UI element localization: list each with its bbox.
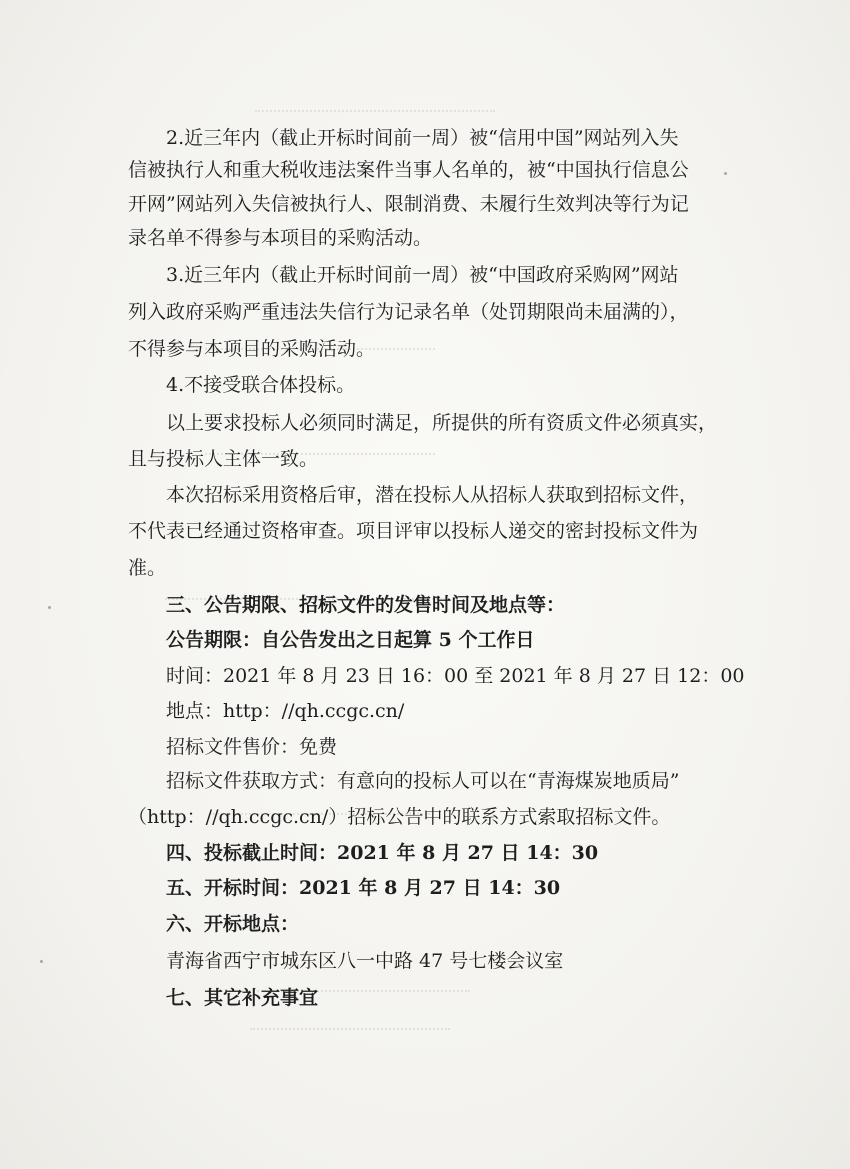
document-page: 2.近三年内（截止开标时间前一周）被“信用中国”网站列入失 信被执行人和重大税收违法案件当事人名单的，被“中国执行信息公 开网”网站列入失信被执行人、限制消费、未履行生效判决等行为记 录名单不得参与本项目的采购活动。 3.近三年内（截止开标时间前一周）被“中国政府采购网”网站 列入政府采购严重违法失信行为记录名单（处罚期限尚未届满的）， 不得参与本项目的采购活动。 4.不接受联合体投标。 以上要求投标人必须同时满足，所提供的所有资质文件必须真实， 且与投标人主体一致。 本次招标采用资格后审，潜在投标人从招标人获取到招标文件， 不代表已经通过资格审查。项目评审以投标人递交的密封投标文件为 准。 三、公告期限、招标文件的发售时间及地点等： 公告期限：自公告发出之日起算 5 个工作日 时间：2021 年 8 月 23 日 16：00 至 2021 年 8 月 27 日 12：00 地点：http：//qh.ccgc.cn/ 招标文件售价：免费 招标文件获取方式：有意向的投标人可以在“青海煤炭地质局” （http：//qh.ccgc.cn/）招标公告中的联系方式索取招标文件。 四、投标截止时间：2021 年 8 月 27 日 14：30 五、开标时间：2021 年 8 月 27 日 14：30 六、开标地点： 青海省西宁市城东区八一中路 47 号七楼会议室 七、其它补充事宜 — [0, 0, 850, 1169]
scan-speck — [40, 960, 43, 963]
bleed-through-text — [250, 1020, 450, 1030]
scan-speck — [48, 606, 51, 609]
scan-speck — [724, 172, 727, 175]
bleed-through-text — [255, 98, 495, 112]
